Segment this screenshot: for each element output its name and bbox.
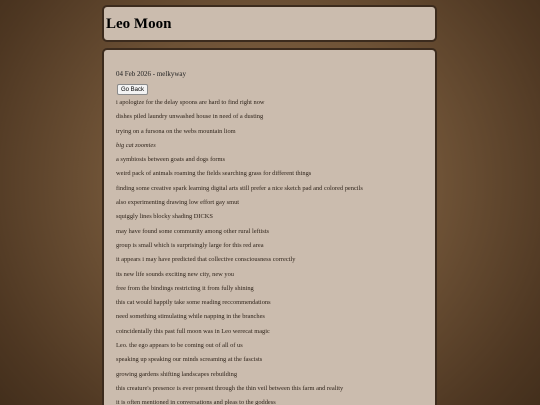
post-line: finding some creative spark learning digital arts still prefer a nice sketch pad and colored pencils — [116, 184, 363, 192]
post-line: may have found some community among other rural leftists — [116, 227, 269, 235]
post-line: squiggly lines blocky shading DICKS — [116, 213, 213, 221]
post-line: big cat zoomies — [116, 141, 156, 149]
site-header — [102, 5, 437, 42]
post-date-author: 04 Feb 2026 - melkyway — [116, 70, 186, 78]
post-line: growing gardens shifting landscapes rebuilding — [116, 370, 238, 378]
post-line: free from the bindings restricting it from fully shining — [116, 284, 254, 292]
post-line: trying on a fursona on the webs mountain liom — [116, 127, 236, 135]
post-line: need something stimulating while napping in the branches — [116, 313, 265, 321]
post-line: this creature's presence is ever present through the thin veil between this farm and reality — [116, 384, 344, 392]
post-line: it appears i may have predicted that collective consciousness correctly — [116, 256, 296, 264]
post-line: Leo. the ego appears to be coming out of all of us — [116, 342, 243, 350]
post-line: a symbiosis between goats and dogs forms — [116, 156, 225, 164]
go-back-button[interactable]: Go Back — [117, 84, 148, 95]
post-line: speaking up speaking our minds screaming at the fascists — [116, 356, 263, 364]
post-line: i apologize for the delay spoons are hard to find right now — [116, 99, 265, 106]
post-line: this cat would happily take some reading reccommendations — [116, 299, 271, 307]
post-line: also experimenting drawing low effort gay smut — [116, 199, 240, 207]
post-line: its new life sounds exciting new city, new you — [116, 270, 234, 278]
post-body — [116, 99, 363, 405]
post-line: it is often mentioned in conversations and pleas to the goddess — [116, 399, 276, 405]
post-container — [102, 48, 437, 405]
post-line: coincidentally this past full moon was in Leo werecat magic — [116, 327, 270, 335]
site-title[interactable]: Leo Moon — [106, 16, 172, 32]
post-line: dishes piled laundry unwashed house in need of a dusting — [116, 113, 264, 121]
post-line: weird pack of animals roaming the fields searching grass for different things — [116, 170, 312, 178]
post-line: group is small which is surprisingly large for this red area — [116, 241, 264, 249]
